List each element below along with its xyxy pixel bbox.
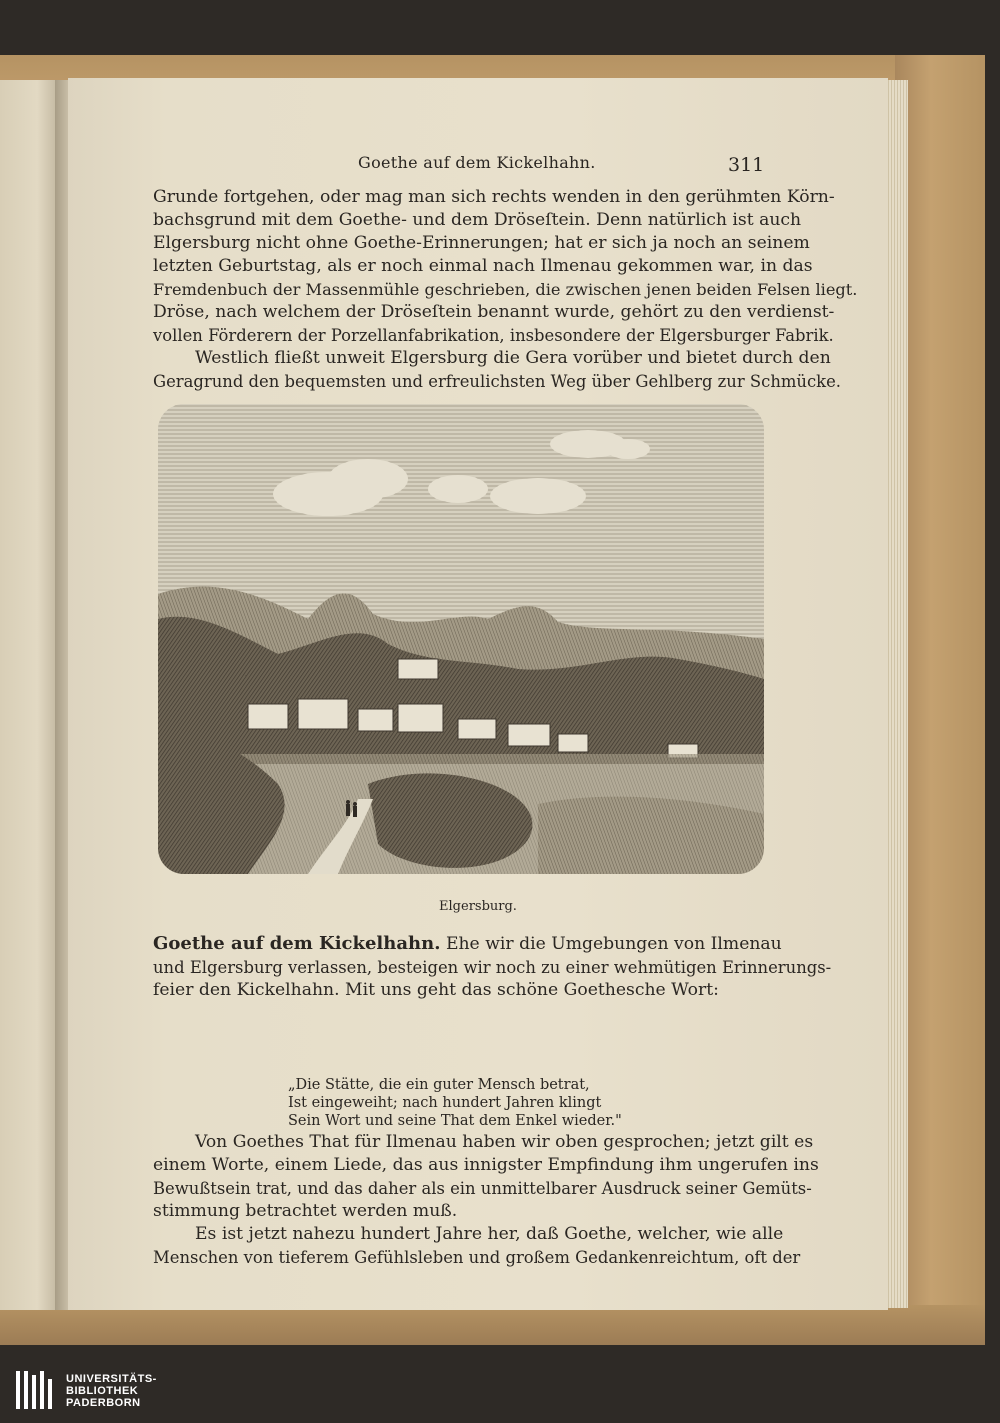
text-line: Geragrund den bequemsten und erfreulichsten Weg über Gehlberg zur Schmücke.	[153, 372, 841, 391]
quote-line: Sein Wort und seine That dem Enkel wieder."	[288, 1113, 622, 1129]
section-heading: Goethe auf dem Kickelhahn.	[153, 933, 441, 954]
book-cover-right	[895, 55, 985, 1343]
quote-line: Ist eingeweiht; nach hundert Jahren klingt	[288, 1095, 602, 1111]
text-line: und Elgersburg verlassen, besteigen wir noch zu einer wehmütigen Erinnerungs-	[153, 958, 832, 977]
paragraph-top	[153, 186, 858, 393]
text-line: Dröse, nach welchem der Dröseſtein benannt wurde, gehört zu den verdienst-	[153, 302, 835, 322]
engraving-elgersburg	[158, 404, 764, 874]
text-line: einem Worte, einem Liede, das aus innigster Empfindung ihm ungerufen ins	[153, 1155, 819, 1175]
text-line: Westlich fließt unweit Elgersburg die Gera vorüber und bietet durch den	[195, 348, 831, 368]
paragraph-von-goethes-that	[153, 1131, 819, 1269]
text-line: Bewußtsein trat, und das daher als ein unmittelbarer Ausdruck seiner Gemüts-	[153, 1179, 812, 1198]
logo-line: UNIVERSITÄTS-	[66, 1373, 157, 1385]
library-logo-text	[66, 1373, 157, 1409]
page-number: 311	[728, 154, 765, 176]
text-line: Grunde fortgehen, oder mag man sich rechts wenden in den gerühmten Körn-	[153, 187, 835, 207]
book-cover-bottom	[0, 1305, 985, 1345]
text-line: vollen Förderern der Porzellanfabrikation, insbesondere der Elgersburger Fabrik.	[153, 326, 834, 345]
text-line: letzten Geburtstag, als er noch einmal nach Ilmenau gekommen war, in das	[153, 256, 813, 276]
section-goethe-kickelhahn	[153, 932, 832, 1002]
text-line: Menschen von tieferem Gefühlsleben und großem Gedankenreichtum, oft der	[153, 1248, 801, 1267]
text-line: bachsgrund mit dem Goethe- und dem Dröseſtein. Denn natürlich ist auch	[153, 210, 802, 230]
text-line: Es ist jetzt nahezu hundert Jahre her, daß Goethe, welcher, wie alle	[195, 1224, 784, 1244]
library-logo	[0, 1345, 1000, 1423]
goethe-quote	[288, 1076, 622, 1130]
section-first-line	[153, 932, 782, 956]
logo-line: PADERBORN	[66, 1397, 141, 1409]
left-page-edge	[0, 80, 62, 1310]
running-head: Goethe auf dem Kickelhahn.	[358, 153, 596, 172]
logo-line: BIBLIOTHEK	[66, 1385, 139, 1397]
library-logo-icon	[10, 1365, 60, 1415]
text-line: Ehe wir die Umgebungen von Ilmenau	[445, 934, 782, 954]
text-line: Von Goethes That für Ilmenau haben wir oben gesprochen; jetzt gilt es	[195, 1132, 814, 1152]
text-line: Fremdenbuch der Massenmühle geschrieben, die zwischen jenen beiden Felsen liegt.	[153, 280, 858, 299]
landscape-engraving-image	[158, 404, 764, 874]
quote-line: „Die Stätte, die ein guter Mensch betrat,	[288, 1077, 590, 1093]
text-line: feier den Kickelhahn. Mit uns geht das schöne Goethesche Wort:	[153, 980, 719, 1000]
text-line: Elgersburg nicht ohne Goethe-Erinnerungen; hat er sich ja noch an seinem	[153, 233, 810, 253]
book-page	[68, 78, 888, 1310]
text-line: stimmung betrachtet werden muß.	[153, 1201, 458, 1221]
illustration-caption: Elgersburg.	[439, 899, 517, 914]
